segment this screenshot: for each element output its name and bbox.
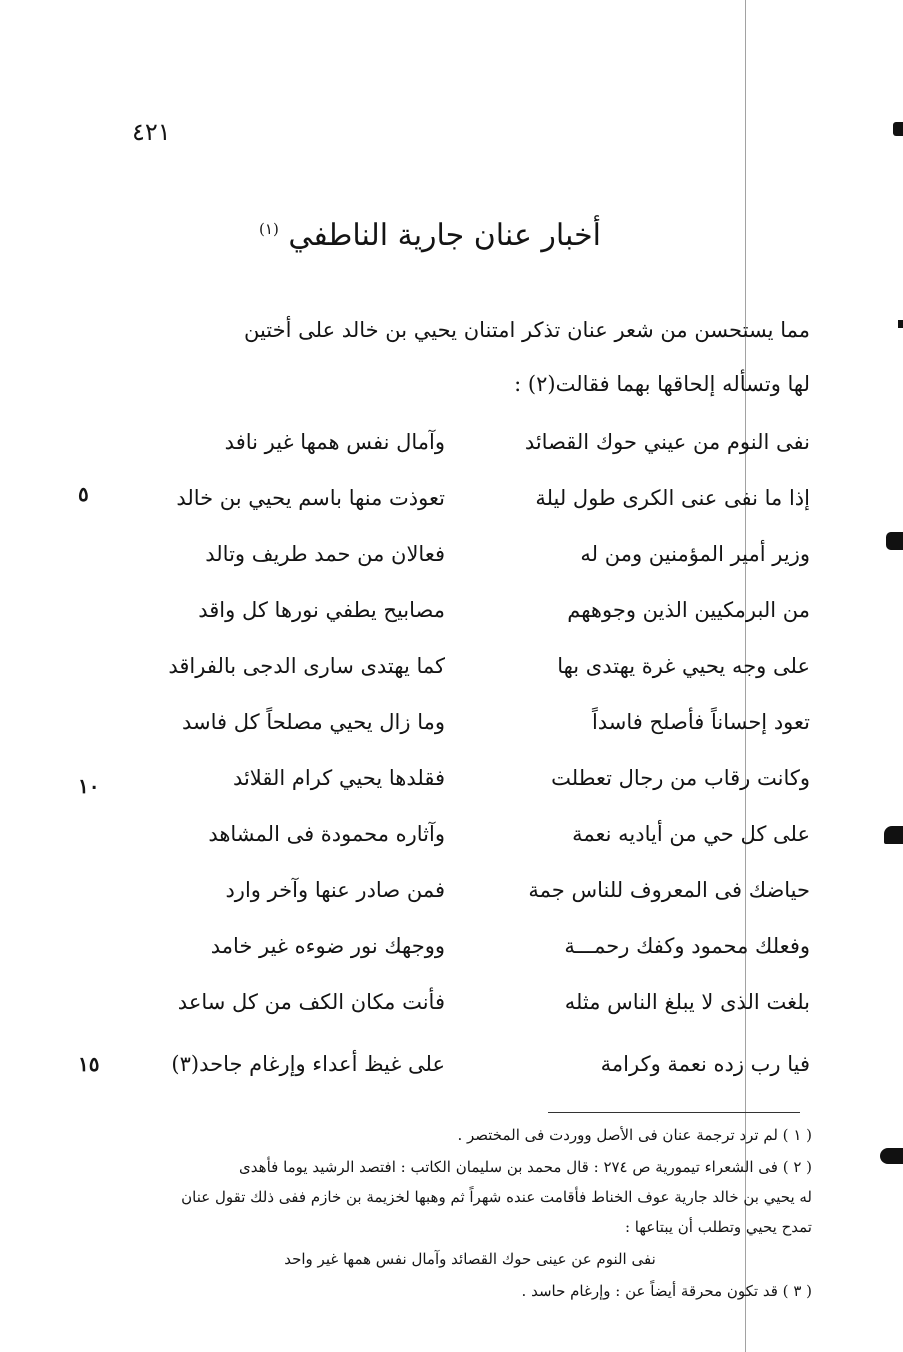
verse-row xyxy=(130,760,810,810)
footnote-line: ( ١ ) لم ترد ترجمة عنان فى الأصل ووردت فى المختصر . xyxy=(457,1126,812,1144)
verse-second-hemistich: فمن صادر عنها وآخر وارد xyxy=(225,878,445,902)
verse-row xyxy=(130,480,810,530)
line-number: ١٠ xyxy=(78,774,100,798)
verse-row xyxy=(130,536,810,586)
verse-second-hemistich: وآمال نفس همها غير نافد xyxy=(224,430,445,454)
verse-second-hemistich: فأنت مكان الكف من كل ساعد xyxy=(177,990,445,1014)
verse-first-hemistich: وفعلك محمود وكفك رحمـــة xyxy=(564,934,810,958)
verse-second-hemistich: وآثاره محمودة فى المشاهد xyxy=(208,822,445,846)
verse-second-hemistich: فقلدها يحيي كرام القلائد xyxy=(232,766,445,790)
verse-second-hemistich: مصابيح يطفي نورها كل واقد xyxy=(198,598,445,622)
verse-row xyxy=(130,984,810,1034)
verse-first-hemistich: نفى النوم من عيني حوك القصائد xyxy=(524,430,810,454)
title-text: أخبار عنان جارية الناطفي xyxy=(288,218,601,253)
verse-row xyxy=(130,928,810,978)
verse-first-hemistich: إذا ما نفى عنى الكرى طول ليلة xyxy=(535,486,810,510)
page-number: ٤٢١ xyxy=(132,118,171,146)
verse-first-hemistich: فيا رب زده نعمة وكرامة xyxy=(600,1052,810,1076)
verse-row xyxy=(130,872,810,922)
intro-line: مما يستحسن من شعر عنان تذكر امتنان يحيي بن خالد على أختين xyxy=(243,318,810,342)
footnote-line: له يحيي بن خالد جارية عوف الخناط فأقامت عنده شهراً ثم وهبها لخزيمة بن خازم ففى ذلك تقول عنان xyxy=(181,1188,812,1206)
verse-row xyxy=(130,704,810,754)
chapter-title xyxy=(180,218,680,253)
verse-second-hemistich: على غيظ أعداء وإرغام جاحد(٣) xyxy=(171,1052,445,1076)
verse-first-hemistich: حياضك فى المعروف للناس جمة xyxy=(528,878,810,902)
verse-second-hemistich: وما زال يحيي مصلحاً كل فاسد xyxy=(182,710,445,734)
edge-mark xyxy=(893,122,903,136)
intro-line: لها وتسأله إلحاقها بهما فقالت(٢) : xyxy=(514,372,810,396)
verse-second-hemistich: ووجهك نور ضوءه غير خامد xyxy=(210,934,445,958)
verse-first-hemistich: على كل حي من أياديه نعمة xyxy=(572,822,810,846)
verse-row xyxy=(130,1046,810,1096)
verse-second-hemistich: تعوذت منها باسم يحيي بن خالد xyxy=(176,486,445,510)
verse-row xyxy=(130,592,810,642)
verse-second-hemistich: كما يهتدى سارى الدجى بالفراقد xyxy=(168,654,445,678)
line-number: ١٥ xyxy=(78,1052,100,1076)
footnote-verse: نفى النوم عن عينى حوك القصائد وآمال نفس همها غير واحد xyxy=(284,1250,656,1268)
verse-first-hemistich: وكانت رقاب من رجال تعطلت xyxy=(551,766,810,790)
verse-first-hemistich: على وجه يحيي غرة يهتدى بها xyxy=(557,654,810,678)
edge-mark xyxy=(886,532,903,550)
edge-mark xyxy=(898,320,903,328)
line-number: ٥ xyxy=(78,482,89,506)
edge-mark xyxy=(880,1148,903,1164)
footnote-line: ( ٢ ) فى الشعراء تيمورية ص ٢٧٤ : قال محمد بن سليمان الكاتب : افتصد الرشيد يوما فأهدى xyxy=(239,1158,812,1176)
verse-first-hemistich: وزير أمير المؤمنين ومن له xyxy=(580,542,810,566)
verse-row xyxy=(130,648,810,698)
verse-row xyxy=(130,816,810,866)
verse-first-hemistich: من البرمكيين الذين وجوههم xyxy=(567,598,810,622)
footnote-divider xyxy=(548,1112,800,1113)
footnote-line: ( ٣ ) قد تكون محرقة أيضاً عن : وإرغام حاسد . xyxy=(521,1282,812,1300)
footnote-line: تمدح يحيي وتطلب أن يبتاعها : xyxy=(624,1218,812,1236)
verse-row xyxy=(130,424,810,474)
verse-second-hemistich: فعالان من حمد طريف وتالد xyxy=(205,542,445,566)
edge-mark xyxy=(884,826,903,844)
verse-first-hemistich: بلغت الذى لا يبلغ الناس مثله xyxy=(564,990,810,1014)
verse-first-hemistich: تعود إحساناً فأصلح فاسداً xyxy=(591,710,810,734)
title-footnote-ref: (١) xyxy=(259,220,279,238)
